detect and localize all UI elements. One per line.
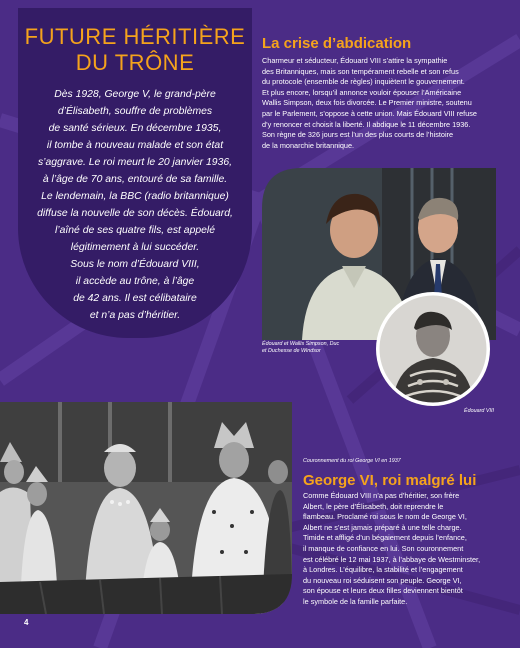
abdication-title: La crise d’abdication bbox=[262, 35, 412, 52]
abdication-line: Son règne de 326 jours est l’un des plus courts de l’histoire bbox=[262, 130, 454, 140]
george-line: Albert, le père d’Élisabeth, doit reprendre le bbox=[303, 501, 444, 511]
intro-paragraph bbox=[30, 86, 240, 324]
couple-caption bbox=[262, 341, 362, 355]
intro-line: Dès 1928, George V, le grand-père bbox=[54, 89, 216, 100]
intro-line: s’aggrave. Le roi meurt le 20 janvier 1936, bbox=[37, 157, 233, 168]
intro-title bbox=[18, 24, 252, 76]
intro-title-line: DU TRÔNE bbox=[75, 50, 195, 75]
george-paragraph bbox=[303, 491, 503, 608]
abdication-line: du protocole (ensemble de règles) inquiètent le gouvernement. bbox=[262, 77, 465, 87]
intro-line: de 42 ans. Il est célibataire bbox=[73, 293, 197, 304]
intro-line: diffuse la nouvelle de son décès. Édouard, bbox=[37, 208, 233, 219]
george-line: est célébré le 12 mai 1937, à l’abbaye de Westminster, bbox=[303, 554, 481, 564]
abdication-line: Et plus encore, lorsqu’il annonce vouloir épouser l’Américaine bbox=[262, 87, 462, 97]
george-title: George VI, roi malgré lui bbox=[303, 472, 477, 489]
intro-line: il accède au trône, à l’âge bbox=[75, 276, 195, 287]
intro-line: de santé sérieux. En décembre 1935, bbox=[48, 123, 222, 134]
intro-line: d’Élisabeth, souffre de problèmes bbox=[57, 106, 213, 117]
couple-caption-line: et Duchesse de Windsor bbox=[262, 348, 321, 354]
edward-portrait-photo bbox=[376, 292, 490, 406]
george-line: son épouse et leurs deux filles deviennent bientôt bbox=[303, 586, 463, 596]
intro-line: à l’âge de 70 ans, entouré de sa famille. bbox=[42, 174, 228, 185]
edward-caption: Édouard VIII bbox=[464, 408, 494, 414]
george-line: Albert ne s’est jamais préparé à une telle charge. bbox=[303, 522, 462, 532]
george-line: du nouveau roi séduisent son peuple. George VI, bbox=[303, 575, 462, 585]
intro-line: légitimement à lui succéder. bbox=[70, 242, 200, 253]
george-line: il manque de confiance en lui. Son couronnement bbox=[303, 543, 464, 553]
abdication-line: par le Parlement, s’oppose à cette union. Mais Édouard VIII refuse bbox=[262, 108, 477, 118]
abdication-paragraph bbox=[262, 56, 502, 151]
couple-caption-line: Édouard et Wallis Simpson, Duc bbox=[262, 341, 340, 347]
abdication-line: de la monarchie britannique. bbox=[262, 140, 355, 150]
intro-title-line: FUTURE HÉRITIÈRE bbox=[24, 24, 246, 49]
coronation-caption: Couronnement du roi George VI en 1937 bbox=[303, 458, 401, 464]
abdication-line: Wallis Simpson, deux fois divorcée. Le Premier ministre, soutenu bbox=[262, 98, 472, 108]
abdication-line: des Britanniques, mais son tempérament rebelle et son refus bbox=[262, 66, 459, 76]
intro-line: et n’a pas d’héritier. bbox=[89, 310, 181, 321]
george-line: le symbole de la famille parfaite. bbox=[303, 596, 408, 606]
abdication-line: d’y renoncer et choisit la liberté. Il abdique le 11 décembre 1936. bbox=[262, 119, 471, 129]
coronation-photo bbox=[0, 402, 292, 614]
abdication-line: Charmeur et séducteur, Édouard VIII s’attire la sympathie bbox=[262, 56, 448, 65]
george-line: Timide et affligé d’un bégaiement depuis l’enfance, bbox=[303, 533, 467, 543]
intro-line: il tombe à nouveau malade et son état bbox=[46, 140, 224, 151]
intro-line: Sous le nom d’Édouard VIII, bbox=[70, 259, 200, 270]
george-line: flambeau. Proclamé roi sous le nom de George VI, bbox=[303, 512, 467, 522]
intro-line: l’aîné de ses quatre fils, est appelé bbox=[55, 225, 215, 236]
george-line: Comme Édouard VIII n’a pas d’héritier, son frère bbox=[303, 491, 460, 500]
intro-line: Le lendemain, la BBC (radio britannique) bbox=[41, 191, 229, 202]
george-line: à Londres. L’équilibre, la stabilité et l’engagement bbox=[303, 565, 463, 575]
page-number: 4 bbox=[24, 618, 29, 627]
